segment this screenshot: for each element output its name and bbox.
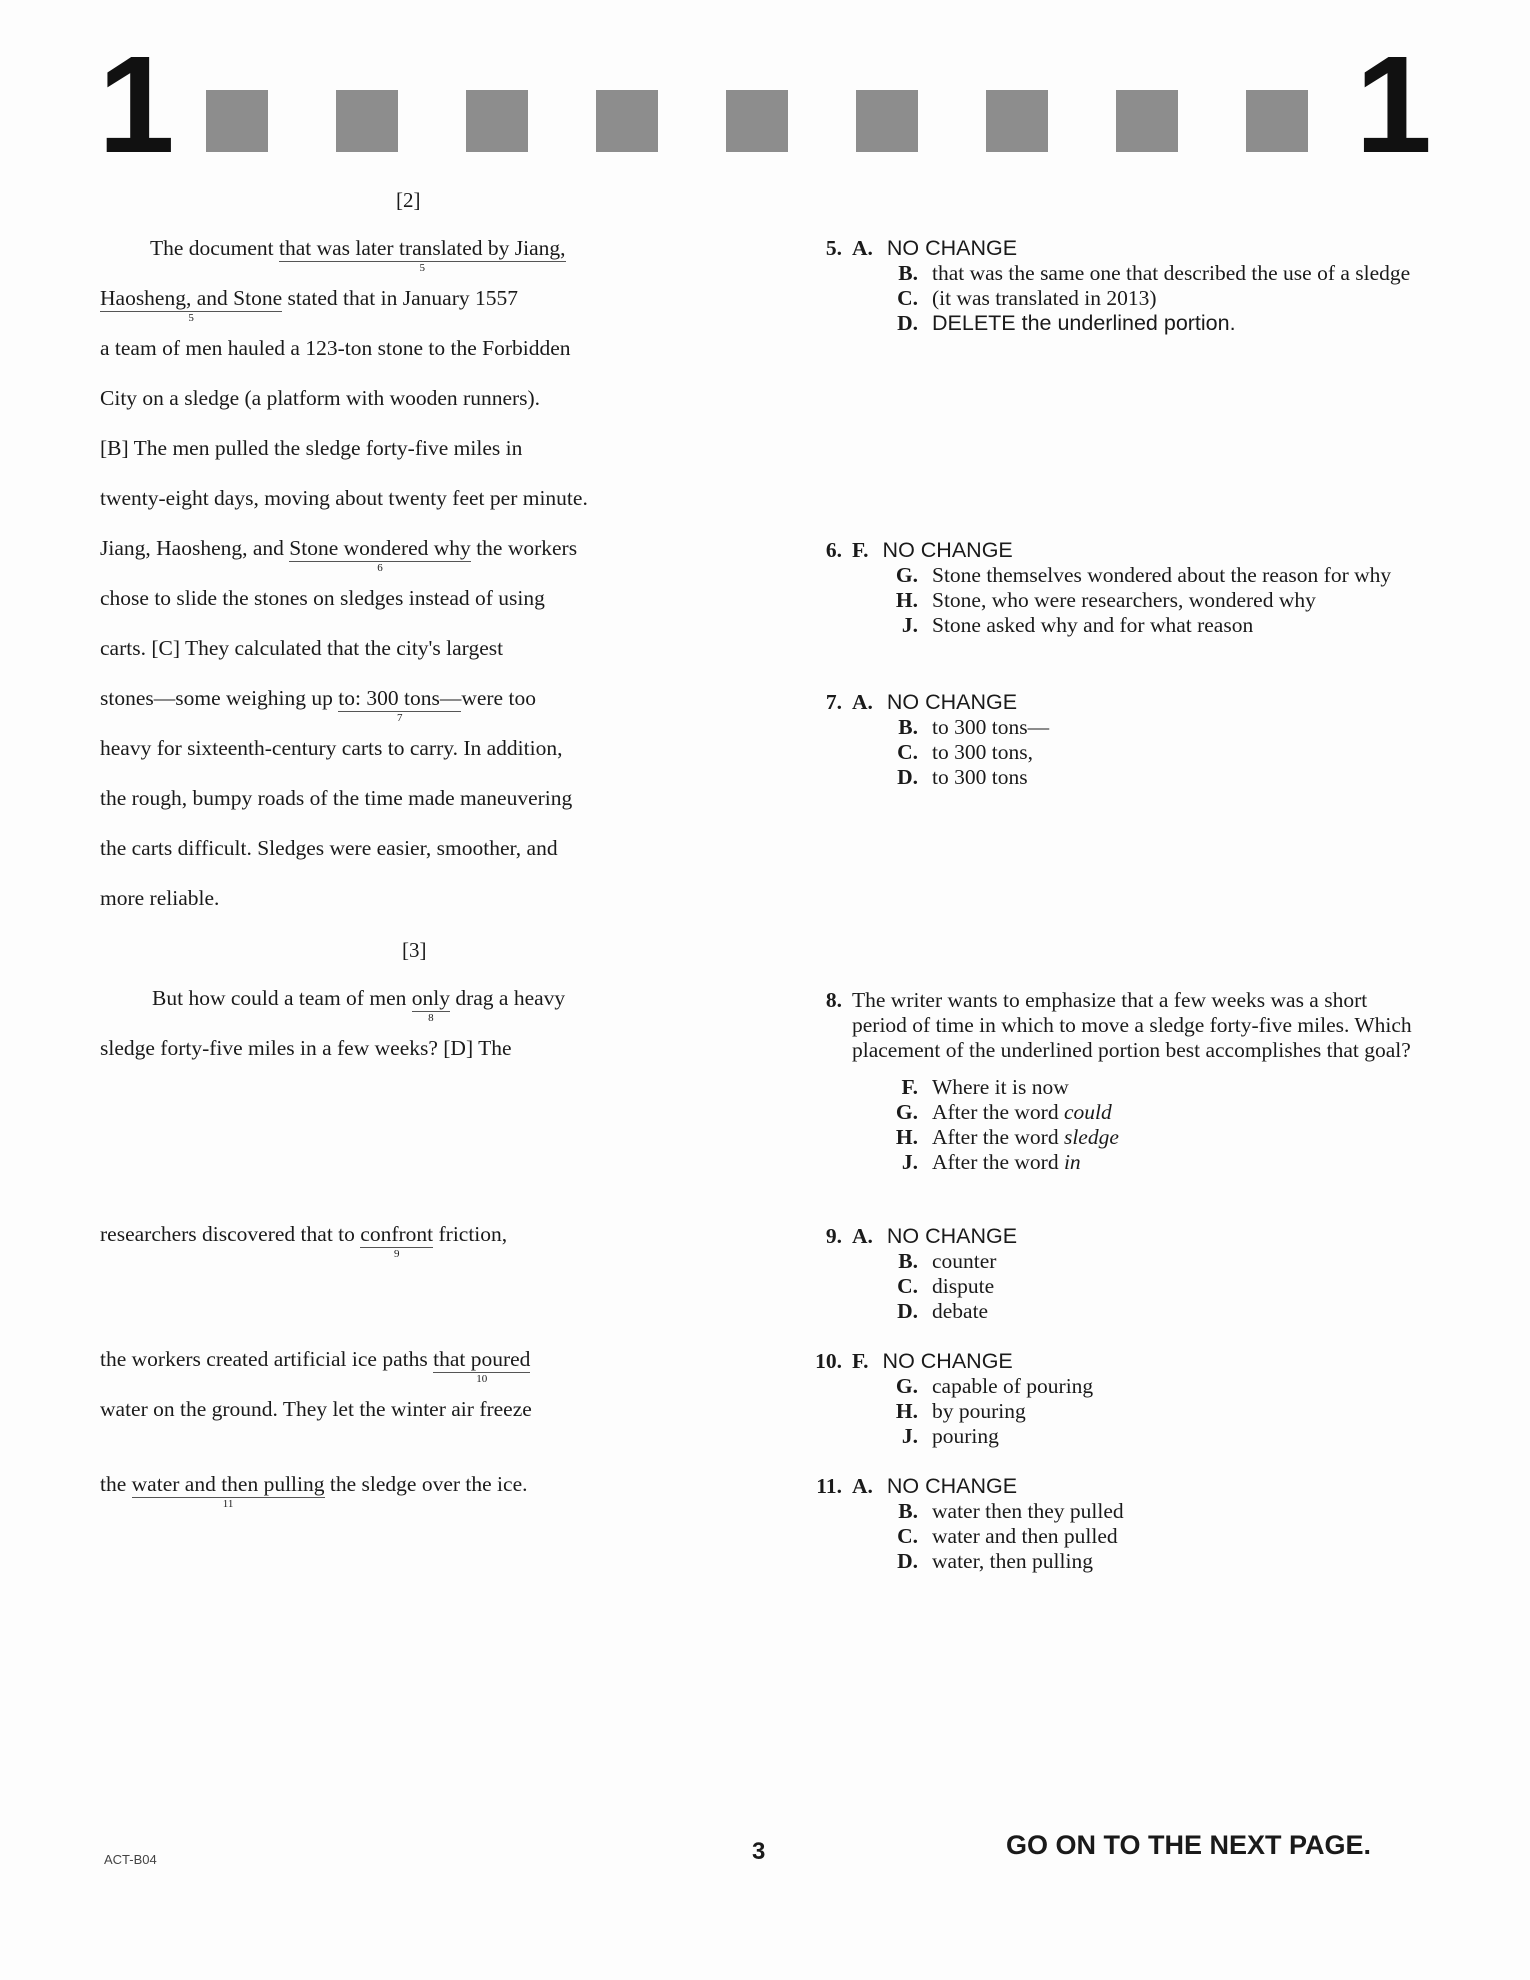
answer-option[interactable]: NO CHANGE [882,1349,1013,1373]
answer-option[interactable]: water, then pulling [932,1549,1093,1573]
underlined-portion: confront 9 [360,1222,434,1260]
question-5: 5. A. NO CHANGE B. that was the same one that described the use of a sledge C. (it was translated in 2013) D. DELETE the underlined portion. [790,236,1420,336]
question-stem: The writer wants to emphasize that a few weeks was a short period of time in which to move a sledge forty-five miles. Which placement of the underlined portion best accomplishes that goal? [852,988,1412,1062]
underlined-portion: that poured 10 [433,1347,531,1385]
question-marker: 5 [419,262,425,274]
passage-line: The document that was later translated by Jiang, 5 [150,236,566,274]
section-number-right: 1 [1355,28,1432,182]
answer-option[interactable]: After the word in [932,1150,1081,1174]
passage-line: Jiang, Haosheng, and Stone wondered why 6 the workers [100,536,578,574]
answer-option[interactable]: Stone, who were researchers, wondered why [932,588,1316,612]
passage-line: Haosheng, and Stone 5 stated that in January 1557 [100,286,518,324]
header-square [336,90,398,152]
passage-line: researchers discovered that to confront 9 friction, [100,1222,508,1260]
answer-option[interactable]: debate [932,1299,989,1323]
paragraph-number: [2] [396,188,421,212]
passage-line: But how could a team of men only 8 drag a heavy [152,986,566,1024]
answer-option[interactable]: NO CHANGE [886,1224,1018,1248]
answer-option[interactable]: Stone asked why and for what reason [932,613,1254,637]
answer-option[interactable]: NO CHANGE [886,1474,1018,1498]
answer-option[interactable]: counter [932,1249,997,1273]
answer-option[interactable]: pouring [932,1424,999,1448]
header-square [1246,90,1308,152]
answer-option[interactable]: to 300 tons— [932,715,1050,739]
question-marker: 9 [393,1248,400,1260]
header-square [986,90,1048,152]
passage-line: heavy for sixteenth-century carts to carry. In addition, [100,736,563,760]
passage-line: the carts difficult. Sledges were easier, smoother, and [100,836,558,860]
section-number-left: 1 [98,28,175,182]
question-marker: 7 [397,712,403,724]
passage-line: [B] The men pulled the sledge forty-five miles in [100,436,523,460]
header-square [466,90,528,152]
passage-line: more reliable. [100,886,220,910]
question-marker: 11 [222,1498,234,1510]
passage-line: a team of men hauled a 123-ton stone to the Forbidden [100,336,571,360]
question-marker: 10 [476,1373,488,1385]
passage-line: City on a sledge (a platform with wooden runners). [100,386,541,410]
answer-option[interactable]: water and then pulled [932,1524,1118,1548]
underlined-portion: Haosheng, and Stone 5 [100,286,283,324]
passage-line: the rough, bumpy roads of the time made maneuvering [100,786,573,810]
next-page-notice: GO ON TO THE NEXT PAGE. [1006,1830,1372,1860]
passage-line: stones—some weighing up to: 300 tons— 7 were too [100,686,536,724]
answer-option[interactable]: (it was translated in 2013) [932,286,1157,310]
underlined-portion: only 8 [411,986,450,1024]
question-9: 9. A. NO CHANGE B. counter C. dispute D. debate [790,1224,1420,1324]
section-header [98,28,1432,182]
underlined-portion: Stone wondered why 6 [289,536,471,574]
question-10: 10. F. NO CHANGE G. capable of pouring H. by pouring J. pouring [790,1349,1420,1449]
answer-option[interactable]: dispute [932,1274,995,1298]
answer-option[interactable]: NO CHANGE [882,538,1013,562]
answer-option[interactable]: water then they pulled [932,1499,1124,1523]
header-square [1116,90,1178,152]
passage-line: the workers created artificial ice paths that poured 10 [100,1347,531,1385]
answer-option[interactable]: by pouring [932,1399,1026,1423]
question-6: 6. F. NO CHANGE G. Stone themselves wondered about the reason for why H. Stone, who were researchers, wondered why J. Stone asked why and for what reason [790,538,1420,638]
question-marker: 8 [428,1012,434,1024]
answer-option[interactable]: to 300 tons [932,765,1028,789]
underlined-portion: to: 300 tons— 7 [338,686,462,724]
question-7: 7. A. NO CHANGE B. to 300 tons— C. to 300 tons, D. to 300 tons [790,690,1420,790]
underlined-portion: that was later translated by Jiang, 5 [278,236,566,274]
question-marker: 5 [188,312,194,324]
form-code: ACT-B04 [104,1852,157,1867]
paragraph-number: [3] [402,938,427,962]
question-11: 11. A. NO CHANGE B. water then they pulled C. water and then pulled D. water, then pulling [790,1474,1420,1574]
answer-option[interactable]: DELETE the underlined portion. [932,311,1236,335]
answer-option[interactable]: Where it is now [932,1075,1069,1099]
header-square [726,90,788,152]
answer-option[interactable]: capable of pouring [932,1374,1094,1398]
header-square [596,90,658,152]
passage-line: chose to slide the stones on sledges instead of using [100,586,545,610]
passage-line: twenty-eight days, moving about twenty feet per minute. [100,486,588,510]
passage-line: the water and then pulling 11 the sledge over the ice. [100,1472,528,1510]
underlined-portion: water and then pulling 11 [131,1472,325,1510]
answer-option[interactable]: NO CHANGE [886,236,1018,260]
answer-option[interactable]: NO CHANGE [886,690,1018,714]
question-marker: 6 [377,562,383,574]
passage-line: water on the ground. They let the winter air freeze [100,1397,532,1421]
answer-option[interactable]: After the word sledge [932,1125,1119,1149]
answer-option[interactable]: Stone themselves wondered about the reason for why [932,563,1392,587]
question-8: 8. The writer wants to emphasize that a few weeks was a short period of time in which to move a sledge forty-five miles. Which placement of the underlined portion best accomplishes that goal? F. Where it is now G. After the word could H. After the word sledge J. After the word in [790,988,1420,1175]
passage-line: sledge forty-five miles in a few weeks? [D] The [100,1036,512,1060]
header-square [206,90,268,152]
header-square [856,90,918,152]
answer-option[interactable]: that was the same one that described the use of a sledge [932,261,1411,285]
answer-option[interactable]: After the word could [932,1100,1112,1124]
page-number: 3 [752,1838,766,1865]
answer-option[interactable]: to 300 tons, [932,740,1033,764]
passage-line: carts. [C] They calculated that the city's largest [100,636,504,660]
